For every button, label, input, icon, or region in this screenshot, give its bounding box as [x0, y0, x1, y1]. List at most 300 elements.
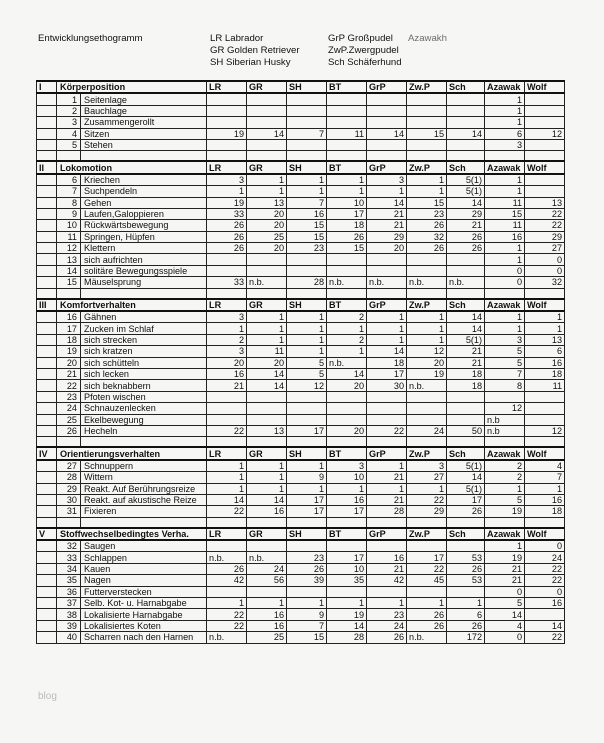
value-cell	[525, 186, 565, 197]
value-cell: n.b.	[247, 277, 287, 288]
value-cell: 56	[247, 575, 287, 586]
value-cell: 5(1)	[447, 174, 485, 186]
table-row	[37, 403, 565, 414]
value-cell: 21	[447, 357, 485, 368]
value-cell: 5(1)	[447, 334, 485, 345]
table-row	[37, 346, 565, 357]
table-row	[37, 632, 565, 643]
value-cell: 172	[447, 632, 485, 643]
value-cell: 21	[367, 220, 407, 231]
value-cell: 1	[485, 174, 525, 186]
value-cell: 16	[207, 368, 247, 379]
value-cell	[407, 403, 447, 414]
value-cell: 2	[327, 311, 367, 323]
spacer-cell	[485, 288, 525, 299]
value-cell: 1	[247, 483, 287, 494]
value-cell: 26	[447, 243, 485, 254]
value-cell	[367, 254, 407, 265]
value-cell: 15	[485, 208, 525, 219]
row-label: Selb. Kot- u. Harnabgabe	[81, 598, 207, 609]
spacer-cell	[37, 151, 57, 162]
value-cell: 39	[287, 575, 327, 586]
row-number: 14	[57, 265, 81, 276]
section-number: IV	[37, 447, 57, 459]
spacer-cell	[407, 437, 447, 448]
row-label: Wittern	[81, 472, 207, 483]
value-cell: 16	[525, 494, 565, 505]
value-cell: 12	[407, 346, 447, 357]
value-cell	[327, 403, 367, 414]
value-cell: 24	[247, 563, 287, 574]
value-cell: 12	[485, 403, 525, 414]
value-cell	[407, 139, 447, 150]
column-header: Sch	[447, 161, 485, 173]
row-label: Zusammengerollt	[81, 117, 207, 128]
table-row	[37, 552, 565, 563]
row-label: Laufen,Galoppieren	[81, 208, 207, 219]
table-row	[37, 586, 565, 597]
spacer-cell	[287, 288, 327, 299]
column-header: LR	[207, 299, 247, 311]
value-cell: 22	[525, 632, 565, 643]
value-cell: 22	[407, 563, 447, 574]
row-blank-cell	[37, 483, 57, 494]
value-cell	[407, 414, 447, 425]
value-cell: 26	[207, 563, 247, 574]
spacer-cell	[37, 517, 57, 528]
value-cell: 1	[485, 483, 525, 494]
value-cell: 0	[525, 254, 565, 265]
value-cell: 13	[525, 197, 565, 208]
row-label: Kauen	[81, 563, 207, 574]
legend-item: Sch Schäferhund	[328, 57, 402, 68]
value-cell: 26	[207, 220, 247, 231]
row-label: Lokalisiertes Koten	[81, 620, 207, 631]
value-cell: 1	[287, 598, 327, 609]
value-cell	[327, 414, 367, 425]
row-number: 38	[57, 609, 81, 620]
column-header: Wolf	[525, 81, 565, 93]
value-cell: 5	[287, 357, 327, 368]
value-cell: 15	[287, 220, 327, 231]
value-cell: 1	[485, 93, 525, 105]
value-cell	[247, 414, 287, 425]
value-cell	[525, 414, 565, 425]
value-cell: 14	[447, 472, 485, 483]
value-cell: 1	[287, 323, 327, 334]
column-header: Zw.P	[407, 81, 447, 93]
value-cell: n.b.	[407, 632, 447, 643]
row-blank-cell	[37, 586, 57, 597]
value-cell	[447, 254, 485, 265]
value-cell	[247, 403, 287, 414]
value-cell: 1	[367, 186, 407, 197]
row-number: 8	[57, 197, 81, 208]
row-blank-cell	[37, 139, 57, 150]
value-cell: 1	[367, 483, 407, 494]
row-blank-cell	[37, 117, 57, 128]
table-row	[37, 414, 565, 425]
column-header: GrP	[367, 81, 407, 93]
value-cell: 18	[367, 357, 407, 368]
row-number: 24	[57, 403, 81, 414]
value-cell: 16	[525, 357, 565, 368]
column-header: Sch	[447, 447, 485, 459]
value-cell: 16	[287, 208, 327, 219]
value-cell	[407, 117, 447, 128]
value-cell: 1	[287, 174, 327, 186]
row-label: Rückwärtsbewegung	[81, 220, 207, 231]
row-blank-cell	[37, 414, 57, 425]
value-cell: 11	[485, 220, 525, 231]
table-row	[37, 197, 565, 208]
value-cell: 21	[447, 346, 485, 357]
value-cell: 4	[485, 620, 525, 631]
row-label: solitäre Bewegungsspiele	[81, 265, 207, 276]
column-header: GrP	[367, 161, 407, 173]
value-cell: 0	[525, 586, 565, 597]
value-cell	[447, 391, 485, 402]
value-cell	[287, 105, 327, 116]
value-cell: 7	[287, 620, 327, 631]
value-cell	[367, 391, 407, 402]
row-blank-cell	[37, 231, 57, 242]
column-header: Wolf	[525, 161, 565, 173]
row-label: sich beknabbern	[81, 380, 207, 391]
value-cell: 1	[327, 323, 367, 334]
value-cell	[525, 105, 565, 116]
value-cell	[327, 139, 367, 150]
row-label: Stehen	[81, 139, 207, 150]
row-label: Gehen	[81, 197, 207, 208]
value-cell	[525, 403, 565, 414]
value-cell	[287, 93, 327, 105]
value-cell: 11	[327, 128, 367, 139]
value-cell: 1	[367, 460, 407, 472]
value-cell: 21	[367, 472, 407, 483]
row-number: 25	[57, 414, 81, 425]
row-label: Kriechen	[81, 174, 207, 186]
legend-azawakh: Azawakh	[408, 33, 447, 44]
value-cell: 16	[247, 506, 287, 517]
spacer-cell	[327, 288, 367, 299]
value-cell: 1	[247, 598, 287, 609]
value-cell: 14	[525, 620, 565, 631]
value-cell: 11	[485, 197, 525, 208]
column-header: LR	[207, 528, 247, 540]
table-row	[37, 231, 565, 242]
value-cell: 22	[367, 425, 407, 436]
value-cell: 22	[525, 575, 565, 586]
value-cell: 14	[207, 494, 247, 505]
value-cell: 1	[525, 483, 565, 494]
row-number: 17	[57, 323, 81, 334]
column-header: SH	[287, 528, 327, 540]
value-cell: n.b	[485, 425, 525, 436]
value-cell: 28	[287, 277, 327, 288]
column-header: Azawak	[485, 81, 525, 93]
value-cell: 6	[447, 609, 485, 620]
row-blank-cell	[37, 128, 57, 139]
value-cell: 0	[525, 265, 565, 276]
value-cell	[525, 117, 565, 128]
column-header: Sch	[447, 81, 485, 93]
value-cell: 14	[247, 494, 287, 505]
spacer-cell	[367, 151, 407, 162]
value-cell: n.b.	[247, 552, 287, 563]
value-cell: 1	[247, 174, 287, 186]
value-cell	[407, 586, 447, 597]
value-cell: 5(1)	[447, 483, 485, 494]
value-cell: 24	[367, 620, 407, 631]
row-label: sich kratzen	[81, 346, 207, 357]
value-cell: 28	[327, 632, 367, 643]
row-blank-cell	[37, 220, 57, 231]
section-number: V	[37, 528, 57, 540]
row-blank-cell	[37, 174, 57, 186]
value-cell	[207, 93, 247, 105]
spacer-cell	[367, 437, 407, 448]
row-blank-cell	[37, 472, 57, 483]
value-cell: 16	[367, 552, 407, 563]
spacer-cell	[367, 288, 407, 299]
row-number: 26	[57, 425, 81, 436]
section-number: III	[37, 299, 57, 311]
column-header: Zw.P	[407, 161, 447, 173]
row-label: Bauchlage	[81, 105, 207, 116]
value-cell: 17	[287, 506, 327, 517]
table-row	[37, 472, 565, 483]
row-number: 9	[57, 208, 81, 219]
value-cell: 15	[407, 197, 447, 208]
value-cell	[407, 540, 447, 552]
column-header: Sch	[447, 299, 485, 311]
value-cell: 7	[287, 197, 327, 208]
value-cell	[367, 540, 407, 552]
spacer-cell	[485, 517, 525, 528]
value-cell: 17	[407, 552, 447, 563]
value-cell	[367, 414, 407, 425]
row-blank-cell	[37, 540, 57, 552]
value-cell	[247, 391, 287, 402]
value-cell: 22	[525, 563, 565, 574]
column-header: BT	[327, 81, 367, 93]
row-number: 21	[57, 368, 81, 379]
value-cell: 21	[367, 494, 407, 505]
spacer-cell	[287, 151, 327, 162]
section-header-row	[37, 161, 565, 173]
value-cell	[287, 403, 327, 414]
value-cell: 14	[485, 609, 525, 620]
value-cell	[327, 254, 367, 265]
value-cell: 14	[247, 380, 287, 391]
spacer-cell	[37, 437, 57, 448]
row-blank-cell	[37, 620, 57, 631]
table-row	[37, 540, 565, 552]
value-cell: 26	[407, 220, 447, 231]
value-cell: 4	[525, 460, 565, 472]
column-header: SH	[287, 299, 327, 311]
value-cell	[447, 105, 485, 116]
row-number: 1	[57, 93, 81, 105]
table-row	[37, 380, 565, 391]
table-row	[37, 598, 565, 609]
value-cell: 0	[525, 540, 565, 552]
value-cell: 1	[407, 483, 447, 494]
row-number: 12	[57, 243, 81, 254]
value-cell: 0	[485, 632, 525, 643]
value-cell: 29	[367, 231, 407, 242]
column-header: GR	[247, 81, 287, 93]
column-header: SH	[287, 447, 327, 459]
row-blank-cell	[37, 93, 57, 105]
row-number: 18	[57, 334, 81, 345]
value-cell: 15	[287, 632, 327, 643]
value-cell: 1	[207, 483, 247, 494]
column-header: SH	[287, 161, 327, 173]
row-label: Mäuselsprung	[81, 277, 207, 288]
row-number: 10	[57, 220, 81, 231]
value-cell: 42	[207, 575, 247, 586]
value-cell: 14	[327, 368, 367, 379]
spacer-cell	[247, 288, 287, 299]
value-cell	[367, 586, 407, 597]
value-cell: 32	[525, 277, 565, 288]
value-cell: 19	[407, 368, 447, 379]
value-cell	[525, 93, 565, 105]
spacer-cell	[525, 517, 565, 528]
value-cell: 1	[247, 334, 287, 345]
section-number: II	[37, 161, 57, 173]
value-cell: 13	[525, 334, 565, 345]
value-cell	[287, 254, 327, 265]
section-title: Körperposition	[57, 81, 207, 93]
value-cell: 45	[407, 575, 447, 586]
column-header: Sch	[447, 528, 485, 540]
value-cell: 1	[407, 598, 447, 609]
value-cell: 6	[525, 346, 565, 357]
column-header: LR	[207, 161, 247, 173]
spacer-cell	[207, 151, 247, 162]
value-cell	[207, 105, 247, 116]
value-cell: 22	[207, 506, 247, 517]
column-header: BT	[327, 447, 367, 459]
table-row	[37, 243, 565, 254]
value-cell: 1	[485, 311, 525, 323]
value-cell: 1	[367, 334, 407, 345]
row-blank-cell	[37, 380, 57, 391]
spacer-cell	[57, 437, 81, 448]
value-cell: 20	[327, 380, 367, 391]
value-cell: 29	[447, 208, 485, 219]
value-cell: 5	[485, 494, 525, 505]
table-row	[37, 494, 565, 505]
value-cell: 1	[247, 460, 287, 472]
row-number: 11	[57, 231, 81, 242]
table-row	[37, 254, 565, 265]
row-blank-cell	[37, 197, 57, 208]
value-cell: 1	[367, 311, 407, 323]
value-cell: 5	[485, 598, 525, 609]
value-cell	[207, 586, 247, 597]
value-cell: 33	[207, 208, 247, 219]
spacer-cell	[81, 151, 207, 162]
row-blank-cell	[37, 575, 57, 586]
section-title: Stoffwechselbedingtes Verha.	[57, 528, 207, 540]
value-cell: 20	[247, 357, 287, 368]
value-cell: 3	[327, 460, 367, 472]
value-cell: 26	[207, 243, 247, 254]
value-cell: 17	[447, 494, 485, 505]
row-label: Reakt. Auf Berührungsreize	[81, 483, 207, 494]
value-cell	[247, 540, 287, 552]
value-cell	[447, 540, 485, 552]
spacer-cell	[247, 437, 287, 448]
value-cell	[327, 93, 367, 105]
value-cell: 26	[287, 563, 327, 574]
value-cell: 23	[287, 243, 327, 254]
spacer-cell	[525, 437, 565, 448]
value-cell: 26	[447, 563, 485, 574]
row-number: 20	[57, 357, 81, 368]
spacer-cell	[81, 288, 207, 299]
value-cell: 1	[485, 117, 525, 128]
value-cell	[407, 105, 447, 116]
value-cell: 1	[407, 334, 447, 345]
value-cell	[485, 391, 525, 402]
value-cell: 6	[485, 128, 525, 139]
row-number: 15	[57, 277, 81, 288]
value-cell: 3	[485, 334, 525, 345]
value-cell: 27	[525, 243, 565, 254]
legend-item: GR Golden Retriever	[210, 45, 300, 56]
value-cell: 1	[485, 186, 525, 197]
table-row	[37, 311, 565, 323]
value-cell	[447, 265, 485, 276]
spacer-cell	[407, 288, 447, 299]
value-cell: 1	[247, 186, 287, 197]
section-title: Komfortverhalten	[57, 299, 207, 311]
spacer-cell	[447, 288, 485, 299]
column-header: Azawak	[485, 299, 525, 311]
value-cell: 21	[485, 575, 525, 586]
value-cell: 19	[207, 128, 247, 139]
row-label: Fixieren	[81, 506, 207, 517]
table-row	[37, 563, 565, 574]
row-blank-cell	[37, 186, 57, 197]
spacer-cell	[287, 437, 327, 448]
row-number: 39	[57, 620, 81, 631]
value-cell: 29	[407, 506, 447, 517]
spacer-cell	[327, 151, 367, 162]
row-number: 27	[57, 460, 81, 472]
spacer-cell	[81, 437, 207, 448]
value-cell: 19	[327, 609, 367, 620]
table-row	[37, 93, 565, 105]
row-number: 4	[57, 128, 81, 139]
row-label: sich lecken	[81, 368, 207, 379]
value-cell: 14	[367, 346, 407, 357]
row-blank-cell	[37, 598, 57, 609]
table-row	[37, 575, 565, 586]
spacer-cell	[57, 288, 81, 299]
section-header-row	[37, 299, 565, 311]
value-cell: 20	[207, 357, 247, 368]
value-cell: 1	[485, 105, 525, 116]
section-header-row	[37, 447, 565, 459]
value-cell: 23	[407, 208, 447, 219]
row-number: 30	[57, 494, 81, 505]
